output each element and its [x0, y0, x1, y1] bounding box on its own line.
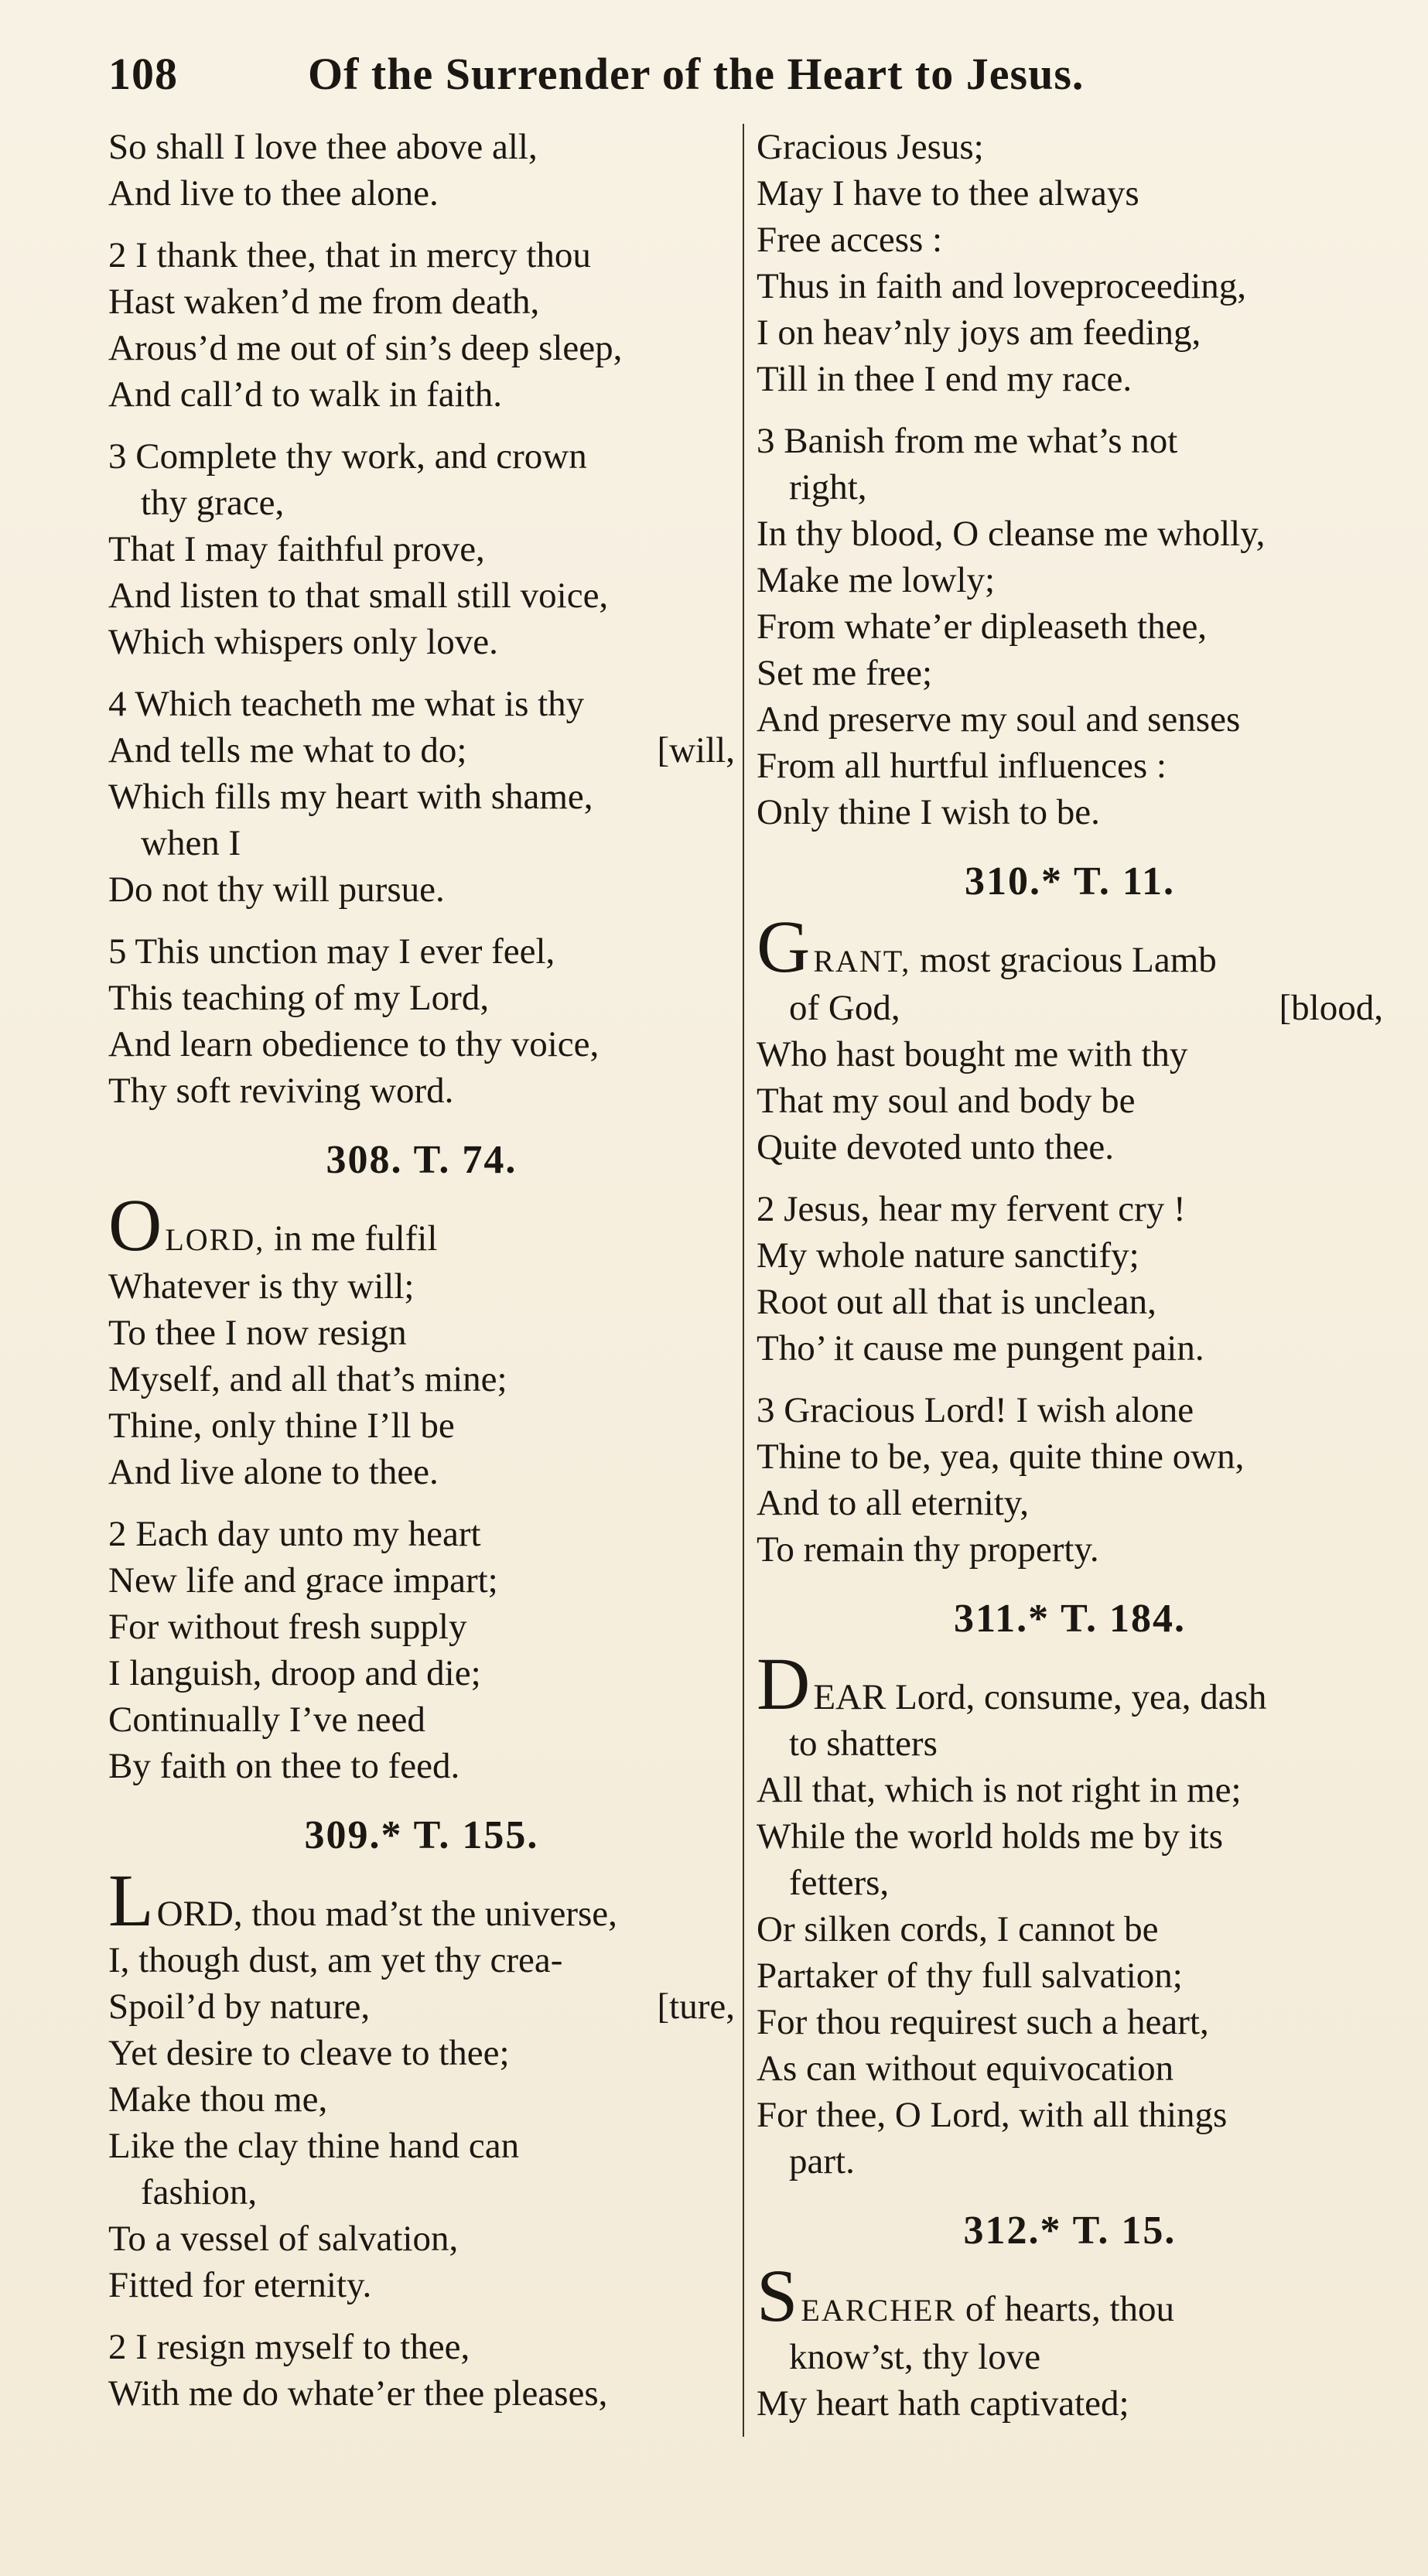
verse-line: Fitted for eternity. — [108, 2265, 372, 2305]
stanza-2 — [108, 232, 735, 418]
hymn-310-stanza-3 — [757, 1387, 1383, 1573]
verse-line: By faith on thee to feed. — [108, 1746, 460, 1786]
verse-line: Thus in faith and loveproceeding, — [757, 266, 1247, 306]
turnover-word: [will, — [657, 730, 735, 770]
verse-line — [757, 1642, 1383, 1725]
verse-text: And tells me what to do; — [108, 730, 467, 770]
verse-line: 3 Banish from me what’s not — [757, 421, 1178, 461]
verse-line: Who hast bought me with thy — [757, 1034, 1188, 1074]
verse-line: Like the clay thine hand can — [108, 2126, 520, 2166]
verse-line: All that, which is not right in me; — [757, 1770, 1242, 1810]
verse-line: part. — [789, 2141, 855, 2181]
column-divider — [743, 124, 744, 2437]
drop-capital: G — [757, 905, 811, 988]
verse-line: Free access : — [757, 220, 943, 260]
hymn-311-stanza-1 — [757, 1642, 1383, 2185]
verse-line: I languish, droop and die; — [108, 1653, 481, 1693]
verse-line: To thee I now resign — [108, 1313, 407, 1353]
hymn-heading-312: 312.* T. 15. — [963, 2209, 1177, 2253]
verse-line: Thine to be, yea, quite thine own, — [757, 1437, 1245, 1477]
small-caps-word: EARCHER — [801, 2293, 957, 2328]
verse-line: And learn obedience to thy voice, — [108, 1024, 600, 1064]
verse-line: And live alone to thee. — [108, 1452, 439, 1492]
stanza-continued — [108, 124, 735, 217]
verse-text: ORD, thou mad’st the universe, — [156, 1894, 617, 1934]
stanza-3 — [757, 418, 1383, 835]
verse-line: know’st, thy love — [789, 2337, 1041, 2377]
verse-line: Continually I’ve need — [108, 1700, 425, 1740]
verse-line: From all hurtful influences : — [757, 746, 1167, 786]
verse-line: 2 I resign myself to thee, — [108, 2327, 470, 2367]
verse-line: Tho’ it cause me pungent pain. — [757, 1328, 1204, 1368]
turnover-word: [blood, — [1279, 988, 1383, 1028]
verse-line: Arous’d me out of sin’s deep sleep, — [108, 328, 623, 368]
verse-text: most gracious Lamb — [910, 940, 1217, 980]
verse-line: Do not thy will pursue. — [108, 869, 445, 910]
hymn-312-stanza-1 — [757, 2254, 1383, 2427]
verse-line: Thy soft reviving word. — [108, 1071, 454, 1111]
verse-line — [108, 727, 735, 774]
verse-line: thy grace, — [141, 483, 285, 523]
verse-line: 5 This unction may I ever feel, — [108, 931, 555, 972]
stanza-5 — [108, 928, 735, 1114]
verse-line — [757, 905, 1383, 988]
verse-line: Which whispers only love. — [108, 622, 498, 662]
verse-text: in me fulfil — [265, 1218, 438, 1259]
verse-line: While the world holds me by its — [757, 1816, 1224, 1857]
drop-capital: S — [757, 2254, 798, 2337]
verse-line: Root out all that is unclean, — [757, 1282, 1156, 1322]
verse-line — [757, 2254, 1383, 2337]
verse-line: In thy blood, O cleanse me wholly, — [757, 514, 1266, 554]
hymn-310-stanza-2 — [757, 1186, 1383, 1372]
verse-text: Spoil’d by nature, — [108, 1987, 371, 2027]
verse-line: Quite devoted unto thee. — [757, 1127, 1115, 1167]
verse-line: And live to thee alone. — [108, 173, 439, 214]
verse-line: Make thou me, — [108, 2079, 328, 2120]
verse-line: For without fresh supply — [108, 1607, 467, 1647]
verse-line — [108, 1983, 735, 2030]
verse-line — [108, 1859, 735, 1942]
verse-line: From whate’er dipleaseth thee, — [757, 606, 1208, 647]
running-header — [108, 48, 1207, 110]
verse-line: This teaching of my Lord, — [108, 978, 490, 1018]
verse-line: 3 Gracious Lord! I wish alone — [757, 1390, 1194, 1430]
hymn-heading-309: 309.* T. 155. — [304, 1813, 539, 1857]
drop-capital: D — [757, 1642, 811, 1725]
verse-line: Only thine I wish to be. — [757, 792, 1100, 832]
verse-text: of God, — [789, 988, 900, 1028]
verse-line: 3 Complete thy work, and crown — [108, 436, 587, 477]
page-number: 108 — [108, 49, 178, 99]
verse-line: Yet desire to cleave to thee; — [108, 2033, 510, 2073]
verse-text: of hearts, thou — [956, 2289, 1175, 2329]
drop-capital: O — [108, 1184, 162, 1266]
verse-line: And listen to that small still voice, — [108, 576, 609, 616]
stanza-4 — [108, 681, 735, 913]
verse-line: May I have to thee always — [757, 173, 1139, 214]
verse-line: So shall I love thee above all, — [108, 127, 538, 167]
verse-line — [108, 1184, 735, 1266]
verse-line: Myself, and all that’s mine; — [108, 1359, 507, 1399]
small-caps-word: RANT, — [813, 944, 911, 979]
running-title: Of the Surrender of the Heart to Jesus. — [308, 49, 1085, 99]
verse-line: 2 I thank thee, that in mercy thou — [108, 235, 591, 275]
verse-line: Which fills my heart with shame, — [108, 777, 593, 817]
verse-line: Whatever is thy will; — [108, 1266, 415, 1307]
hymn-309-stanza-1 — [108, 1859, 735, 2308]
verse-line: Till in thee I end my race. — [757, 359, 1132, 399]
stanza-3 — [108, 433, 735, 665]
left-column — [108, 124, 735, 2432]
right-column — [757, 124, 1383, 2442]
verse-line: fashion, — [141, 2172, 258, 2212]
hymn-310-stanza-1 — [757, 905, 1383, 1170]
verse-line: right, — [789, 467, 867, 507]
verse-line: For thou requirest such a heart, — [757, 2002, 1209, 2042]
verse-text: EAR Lord, consume, yea, dash — [813, 1677, 1267, 1717]
stanza-continued — [757, 124, 1383, 402]
verse-line — [757, 985, 1383, 1031]
verse-line: For thee, O Lord, with all things — [757, 2095, 1228, 2135]
verse-line: Make me lowly; — [757, 560, 996, 600]
verse-line: New life and grace impart; — [108, 1560, 498, 1601]
verse-line: To remain thy property. — [757, 1529, 1099, 1570]
hymn-heading-311: 311.* T. 184. — [953, 1597, 1186, 1641]
verse-line: Thine, only thine I’ll be — [108, 1406, 455, 1446]
verse-line: And to all eternity, — [757, 1483, 1029, 1523]
verse-line: With me do whate’er thee pleases, — [108, 2373, 608, 2414]
verse-line: And call’d to walk in faith. — [108, 374, 503, 415]
verse-line: 2 Each day unto my heart — [108, 1514, 481, 1554]
verse-line: 4 Which teacheth me what is thy — [108, 684, 585, 724]
hymn-309-stanza-2 — [108, 2324, 735, 2417]
verse-line: I on heav’nly joys am feeding, — [757, 313, 1201, 353]
verse-line: 2 Jesus, hear my fervent cry ! — [757, 1189, 1186, 1229]
verse-line: I, though dust, am yet thy crea- — [108, 1940, 563, 1980]
hymn-heading-308: 308. T. 74. — [326, 1138, 518, 1182]
verse-line: Or silken cords, I cannot be — [757, 1909, 1159, 1949]
verse-line: Partaker of thy full salvation; — [757, 1956, 1183, 1996]
verse-line: when I — [141, 823, 241, 863]
verse-line: fetters, — [789, 1863, 890, 1903]
verse-line: That I may faithful prove, — [108, 529, 485, 569]
small-caps-word: LORD, — [165, 1222, 265, 1257]
verse-line: That my soul and body be — [757, 1081, 1136, 1121]
verse-line: My heart hath captivated; — [757, 2383, 1129, 2424]
verse-line: My whole nature sanctify; — [757, 1235, 1139, 1276]
drop-capital: L — [108, 1859, 154, 1942]
hymn-heading-310: 310.* T. 11. — [964, 859, 1175, 904]
verse-line: To a vessel of salvation, — [108, 2219, 459, 2259]
turnover-word: [ture, — [657, 1987, 735, 2027]
verse-line: As can without equivocation — [757, 2048, 1174, 2089]
verse-line: to shatters — [789, 1724, 938, 1764]
verse-line: Set me free; — [757, 653, 933, 693]
verse-line: And preserve my soul and senses — [757, 699, 1241, 740]
verse-line: Gracious Jesus; — [757, 127, 984, 167]
hymn-308-stanza-1 — [108, 1184, 735, 1495]
hymn-308-stanza-2 — [108, 1511, 735, 1789]
verse-line: Hast waken’d me from death, — [108, 282, 540, 322]
